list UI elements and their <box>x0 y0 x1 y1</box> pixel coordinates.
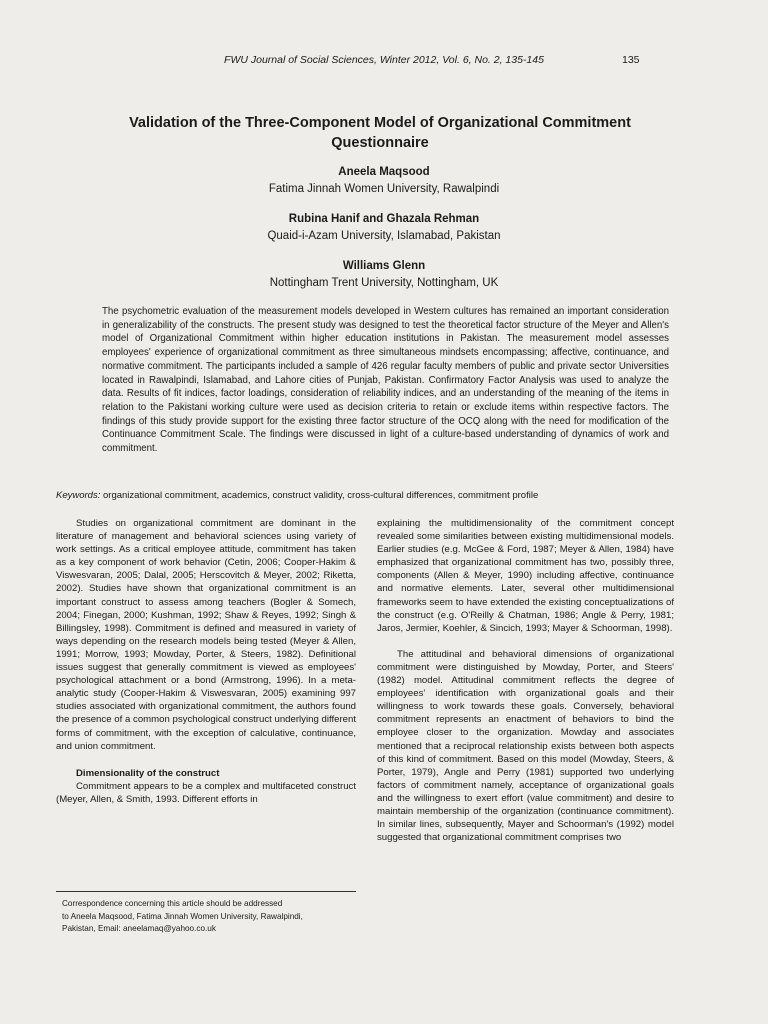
body-paragraph: Studies on organizational commitment are dominant in the literature of management and behavioral sciences using variety of work settings. As a critical employee attitude, commitment has taken as a key component of work behavior (Cetin, 2006; Cooper-Hakim & Viswesvaran, 2005; Dalal, 2005; Herscovitch & Meyer, 2002; Riketta, 2002). Studies have shown that organizational commitment is an important construct to assess among teachers (Bogler & Somech, 2004; Finegan, 2000; Kushman, 1992; Shaw & Reyes, 1992; Singh & Billingsley, 1998). Commitment is defined and measured in variety of ways depending on the research models being tested (Meyer & Allen, 1991; Morrow, 1993; Mowday, Porter, & Steers, 1982). Definitional issues suggest that generally commitment is viewed as employees' psychological attachment or a bond (Armstrong, 1996). In a meta-analytic study (Cooper-Hakim & Viswesvaran, 2005) examining 997 studies associated with organizational commitment, the authors found the presence of a common psychological construct underlying different forms of commitment, with the exception of calculative, continuance, and union commitment. <box>56 518 356 752</box>
author-name: Williams Glenn <box>342 260 426 272</box>
correspondence-footnote <box>62 898 362 936</box>
author-block-1 <box>120 164 648 198</box>
keywords-label: Keywords: <box>56 490 101 501</box>
author-name: Rubina Hanif and Ghazala Rehman <box>288 213 480 225</box>
footnote-line: Correspondence concerning this article should be addressed <box>62 899 283 908</box>
body-paragraph: The attitudinal and behavioral dimensions of organizational commitment were distinguished by Mowday, Porter, and Steers' (1982) model. Attitudinal commitment reflects the degree of employees' identification with organizational goals and their willingness to work towards these goals. Conversely, behavioral commitment represents an enactment of behaviors to bind the employee closer to the organization. Mowday and associates mentioned that a reciprocal relationship exists between both aspects of this kind of commitment. Based on this model (Mowday, Steers, & Porter, 1979), Angle and Perry (1981) supported two underlying factors of commitment namely, acceptance of organizational goals and the willingness to exert effort (value commitment) and desire to maintain membership of the organization (continuance commitment). In similar lines, subsequently, Mayer and Schoorman's (1992) model suggested that organizational commitment comprises two <box>377 648 674 844</box>
abstract: The psychometric evaluation of the measurement models developed in Western cultures has remained an important consideration in generalizability of the constructs. The present study was designed to test the theoretical factor structure of the Meyer and Allen's model of Organizational Commitment within higher education institutions in Pakistan. The measurement model assesses employees' experience of organizational commitment as three simultaneous mindsets encompassing; affective, continuance, and normative commitment. The participants included a sample of 426 regular faculty members of public and private sector Universities located in Rawalpindi, Islamabad, and Lahore cities of Punjab, Pakistan. Confirmatory Factor Analysis was used to analyze the data. Results of fit indices, factor loadings, consideration of reliability indices, and an understanding of the meaning of the items in relation to the Pakistani working culture were used as decision criteria to retain or exclude items within respective factors. The findings of this study provide support for the existing three factor structure of the OCQ along with the need for modification of the Continuance Commitment Scale. The findings were discussed in light of a culture-based understanding of dynamics of work and commitment. <box>102 306 669 455</box>
page-number: 135 <box>622 54 640 66</box>
keywords <box>56 489 696 502</box>
author-block-2 <box>120 211 648 245</box>
keywords-text: organizational commitment, academics, construct validity, cross-cultural differences, commitment profile <box>103 490 539 501</box>
author-affiliation: Quaid-i-Azam University, Islamabad, Pakistan <box>267 230 501 242</box>
running-head: FWU Journal of Social Sciences, Winter 2012, Vol. 6, No. 2, 135-145 <box>224 54 544 66</box>
footnote-line: Pakistan, Email: aneelamaq@yahoo.co.uk <box>62 924 216 933</box>
paper-title: Validation of the Three-Component Model of Organizational Commitment Questionnaire <box>129 115 631 151</box>
body-paragraph: explaining the multidimensionality of the commitment concept revealed some similarities between existing multidimensional models. Earlier studies (e.g. McGee & Ford, 1987; Meyer & Allen, 1984) have emphasized that organizational commitment has two, possibly three, components (Allen & Meyer, 1990) including affective, continuance and normative elements. Later, several other multidimensional frameworks seem to have extended the existing conceptualizations of the construct (e.g. O'Reilly & Chatman, 1986; Angle & Perry, 1981; Jaros, Jermier, Koehler, & Sincich, 1993; Mayer & Schoorman, 1998). <box>377 518 674 634</box>
footnote-divider <box>56 891 356 892</box>
body-paragraph: Commitment appears to be a complex and multifaceted construct (Meyer, Allen, & Smith, 1993. Different efforts in <box>56 780 356 805</box>
left-column <box>56 517 356 806</box>
author-affiliation: Nottingham Trent University, Nottingham, UK <box>269 277 499 289</box>
right-column <box>377 517 674 844</box>
footnote-line: to Aneela Maqsood, Fatima Jinnah Women University, Rawalpindi, <box>62 911 303 921</box>
author-name: Aneela Maqsood <box>338 166 430 178</box>
author-block-3 <box>120 258 648 292</box>
section-heading: Dimensionality of the construct <box>76 767 220 779</box>
author-affiliation: Fatima Jinnah Women University, Rawalpindi <box>268 183 500 195</box>
